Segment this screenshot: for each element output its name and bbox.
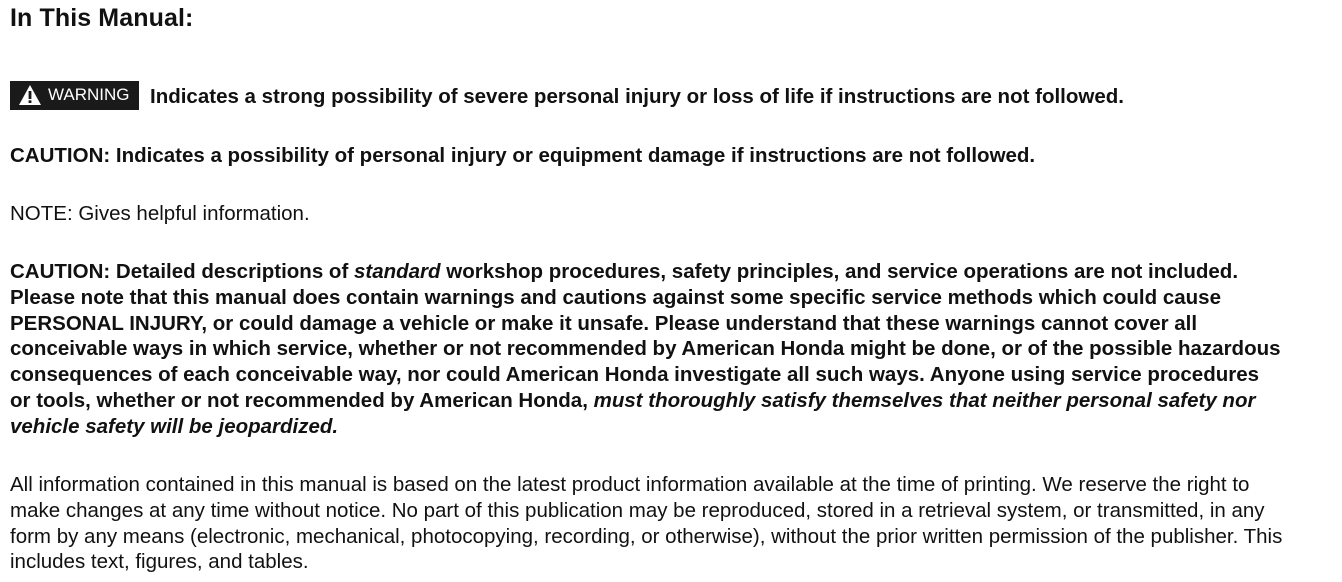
caution-paragraph-text: CAUTION: Detailed descriptions of	[10, 260, 354, 283]
copyright-paragraph-line: includes text, figures, and tables.	[10, 550, 309, 574]
copyright-paragraph-line: All information contained in this manual is based on the latest product information available at the time of printing. We reserve the right to	[10, 473, 1250, 496]
caution-paragraph-text: or tools, whether or not recommended by American Honda,	[10, 388, 594, 412]
caution-paragraph-line	[10, 259, 1340, 285]
caution-paragraph-emphasis: standard	[353, 260, 441, 283]
caution-paragraph	[10, 259, 1340, 440]
warning-notice	[10, 80, 1124, 110]
caution-paragraph-line: consequences of each conceivable way, nor could American Honda investigate all such ways. Anyone using service procedures	[10, 363, 1260, 387]
caution-paragraph-line	[10, 388, 1340, 414]
caution-paragraph-line: conceivable ways in which service, whether or not recommended by American Honda might be done, or of the possible hazardous	[10, 337, 1281, 361]
copyright-paragraph	[10, 472, 1340, 575]
copyright-paragraph-line: make changes at any time without notice. No part of this publication may be reproduced, stored in a retrieval system, or transmitted, in any	[10, 498, 1265, 522]
warning-triangle-icon	[18, 84, 42, 106]
caution-paragraph-line: PERSONAL INJURY, or could damage a vehicle or make it unsafe. Please understand that these warnings cannot cover all	[10, 311, 1198, 335]
warning-badge-label: WARNING	[48, 85, 130, 104]
caution-paragraph-text: workshop procedures, safety principles, and service operations are not included.	[440, 260, 1239, 283]
caution-paragraph-line: Please note that this manual does contain warnings and cautions against some specific service methods which could cause	[10, 285, 1221, 309]
caution-notice: CAUTION: Indicates a possibility of personal injury or equipment damage if instructions are not followed.	[10, 144, 1036, 167]
caution-paragraph-emphasis: vehicle safety will be jeopardized.	[10, 414, 339, 438]
caution-paragraph-emphasis: must thoroughly satisfy themselves that neither personal safety nor	[593, 388, 1256, 412]
warning-badge	[10, 81, 139, 110]
note-notice: NOTE: Gives helpful information.	[10, 202, 310, 225]
copyright-paragraph-line: form by any means (electronic, mechanical, photocopying, recording, or otherwise), without the prior written permission of the publisher. This	[10, 524, 1283, 548]
page-title: In This Manual:	[10, 4, 194, 32]
caution-paragraph-line	[10, 414, 1340, 440]
warning-text: Indicates a strong possibility of severe personal injury or loss of life if instructions are not followed.	[150, 85, 1124, 108]
